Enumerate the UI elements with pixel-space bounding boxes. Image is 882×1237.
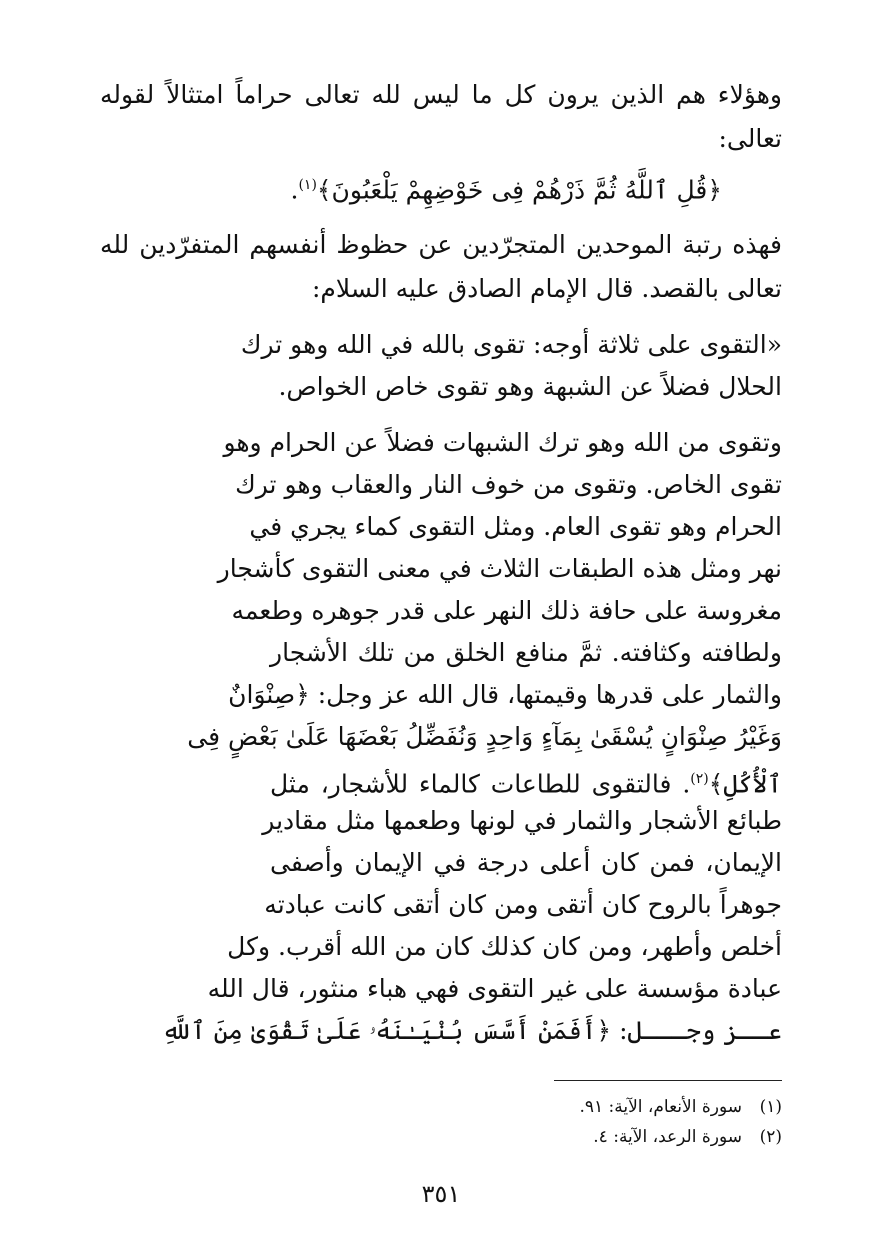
quote-line-9: والثمار على قدرها وقيمتها، قال الله عز وجل: ﴿صِنْوَانٌ <box>228 680 782 709</box>
quote-line-13: الإيمان، فمن كان أعلى درجة في الإيمان وأصفى <box>270 848 782 877</box>
quote-line-11-text: فالتقوى للطاعات كالماء للأشجار، مثل <box>270 769 672 799</box>
footnote-1-number: (١) <box>759 1097 782 1117</box>
quote-line-8: ولطافته وكثافته. ثمَّ منافع الخلق من تلك الأشجار <box>270 638 782 667</box>
quote-line-6: نهر ومثل هذه الطبقات الثلاث في معنى التقوى كأشجار <box>217 554 782 583</box>
quran-verse-2-end: ٱلْأُكُلِ﴾ <box>708 769 782 799</box>
text-line-1: وهؤلاء هم الذين يرون كل ما ليس لله تعالى حراماً امتثالاً لقوله <box>100 80 782 109</box>
quote-line-12: طبائع الأشجار والثمار في لونها وطعمها مثل مقادير <box>262 806 782 835</box>
text-line-3: فهذه رتبة الموحدين المتجرّدين عن حظوظ أنفسهم المتفرّدين لله <box>100 230 782 259</box>
quote-line-10: وَغَيْرُ صِنْوَانٍ يُسْقَىٰ بِمَآءٍ وَاحِدٍ وَنُفَضِّلُ بَعْضَهَا عَلَىٰ بَعْضٍ فِى <box>187 722 782 751</box>
quote-line-16: عبادة مؤسسة على غير التقوى فهي هباء منثور، قال الله <box>207 974 782 1003</box>
quote-line-14: جوهراً بالروح كان أتقى ومن كان أتقى كانت عبادته <box>264 890 782 919</box>
footnote-2-text: سورة الرعد، الآية: ٤. <box>593 1127 742 1147</box>
footnote-2-number: (٢) <box>759 1127 782 1147</box>
verse-line-1: ﴿قُلِ ٱللَّهُ ثُمَّ ذَرْهُمْ فِى خَوْضِهِمْ يَلْعَبُونَ﴾$^{(١)}$. <box>290 175 722 205</box>
footnote-2 <box>593 1126 782 1148</box>
footnote-1 <box>579 1096 782 1118</box>
quote-line-3: وتقوى من الله وهو ترك الشبهات فضلاً عن الحرام وهو <box>223 428 782 457</box>
quote-line-1: «التقوى على ثلاثة أوجه: تقوى بالله في الله وهو ترك <box>240 330 782 359</box>
page-number: ٣٥١ <box>421 1180 461 1208</box>
footnote-1-text: سورة الأنعام، الآية: ٩١. <box>579 1097 742 1117</box>
footnote-divider <box>554 1080 782 1081</box>
footnote-mark-2: (٢) <box>690 771 709 787</box>
quote-line-11: ٱلْأُكُلِ﴾$^{(٢)}$. فالتقوى للطاعات كالماء للأشجار، مثل <box>270 769 782 799</box>
quote-line-4: تقوى الخاص. وتقوى من خوف النار والعقاب وهو ترك <box>235 470 782 499</box>
text-line-2: تعالى: <box>718 124 782 153</box>
quote-line-15: أخلص وأطهر، ومن كان كذلك كان من الله أقرب. وكل <box>227 932 782 961</box>
text-line-4: تعالى بالقصد. قال الإمام الصادق عليه السلام: <box>312 274 782 303</box>
quote-line-5: الحرام وهو تقوى العام. ومثل التقوى كماء يجري في <box>249 512 782 541</box>
quote-line-7: مغروسة على حافة ذلك النهر على قدر جوهره وطعمه <box>231 596 782 625</box>
quote-line-17: عــز وجـــل: ﴿أَفَمَنْ أَسَّسَ بُنْيَـٰنَهُۥ عَلَىٰ تَقْوَىٰ مِنَ ٱللَّهِ <box>161 1016 782 1045</box>
quote-line-2: الحلال فضلاً عن الشبهة وهو تقوى خاص الخواص. <box>278 372 782 401</box>
footnote-mark-1: (١) <box>298 177 317 193</box>
quran-verse-1: ﴿قُلِ ٱللَّهُ ثُمَّ ذَرْهُمْ فِى خَوْضِهِمْ يَلْعَبُونَ﴾ <box>316 175 722 205</box>
